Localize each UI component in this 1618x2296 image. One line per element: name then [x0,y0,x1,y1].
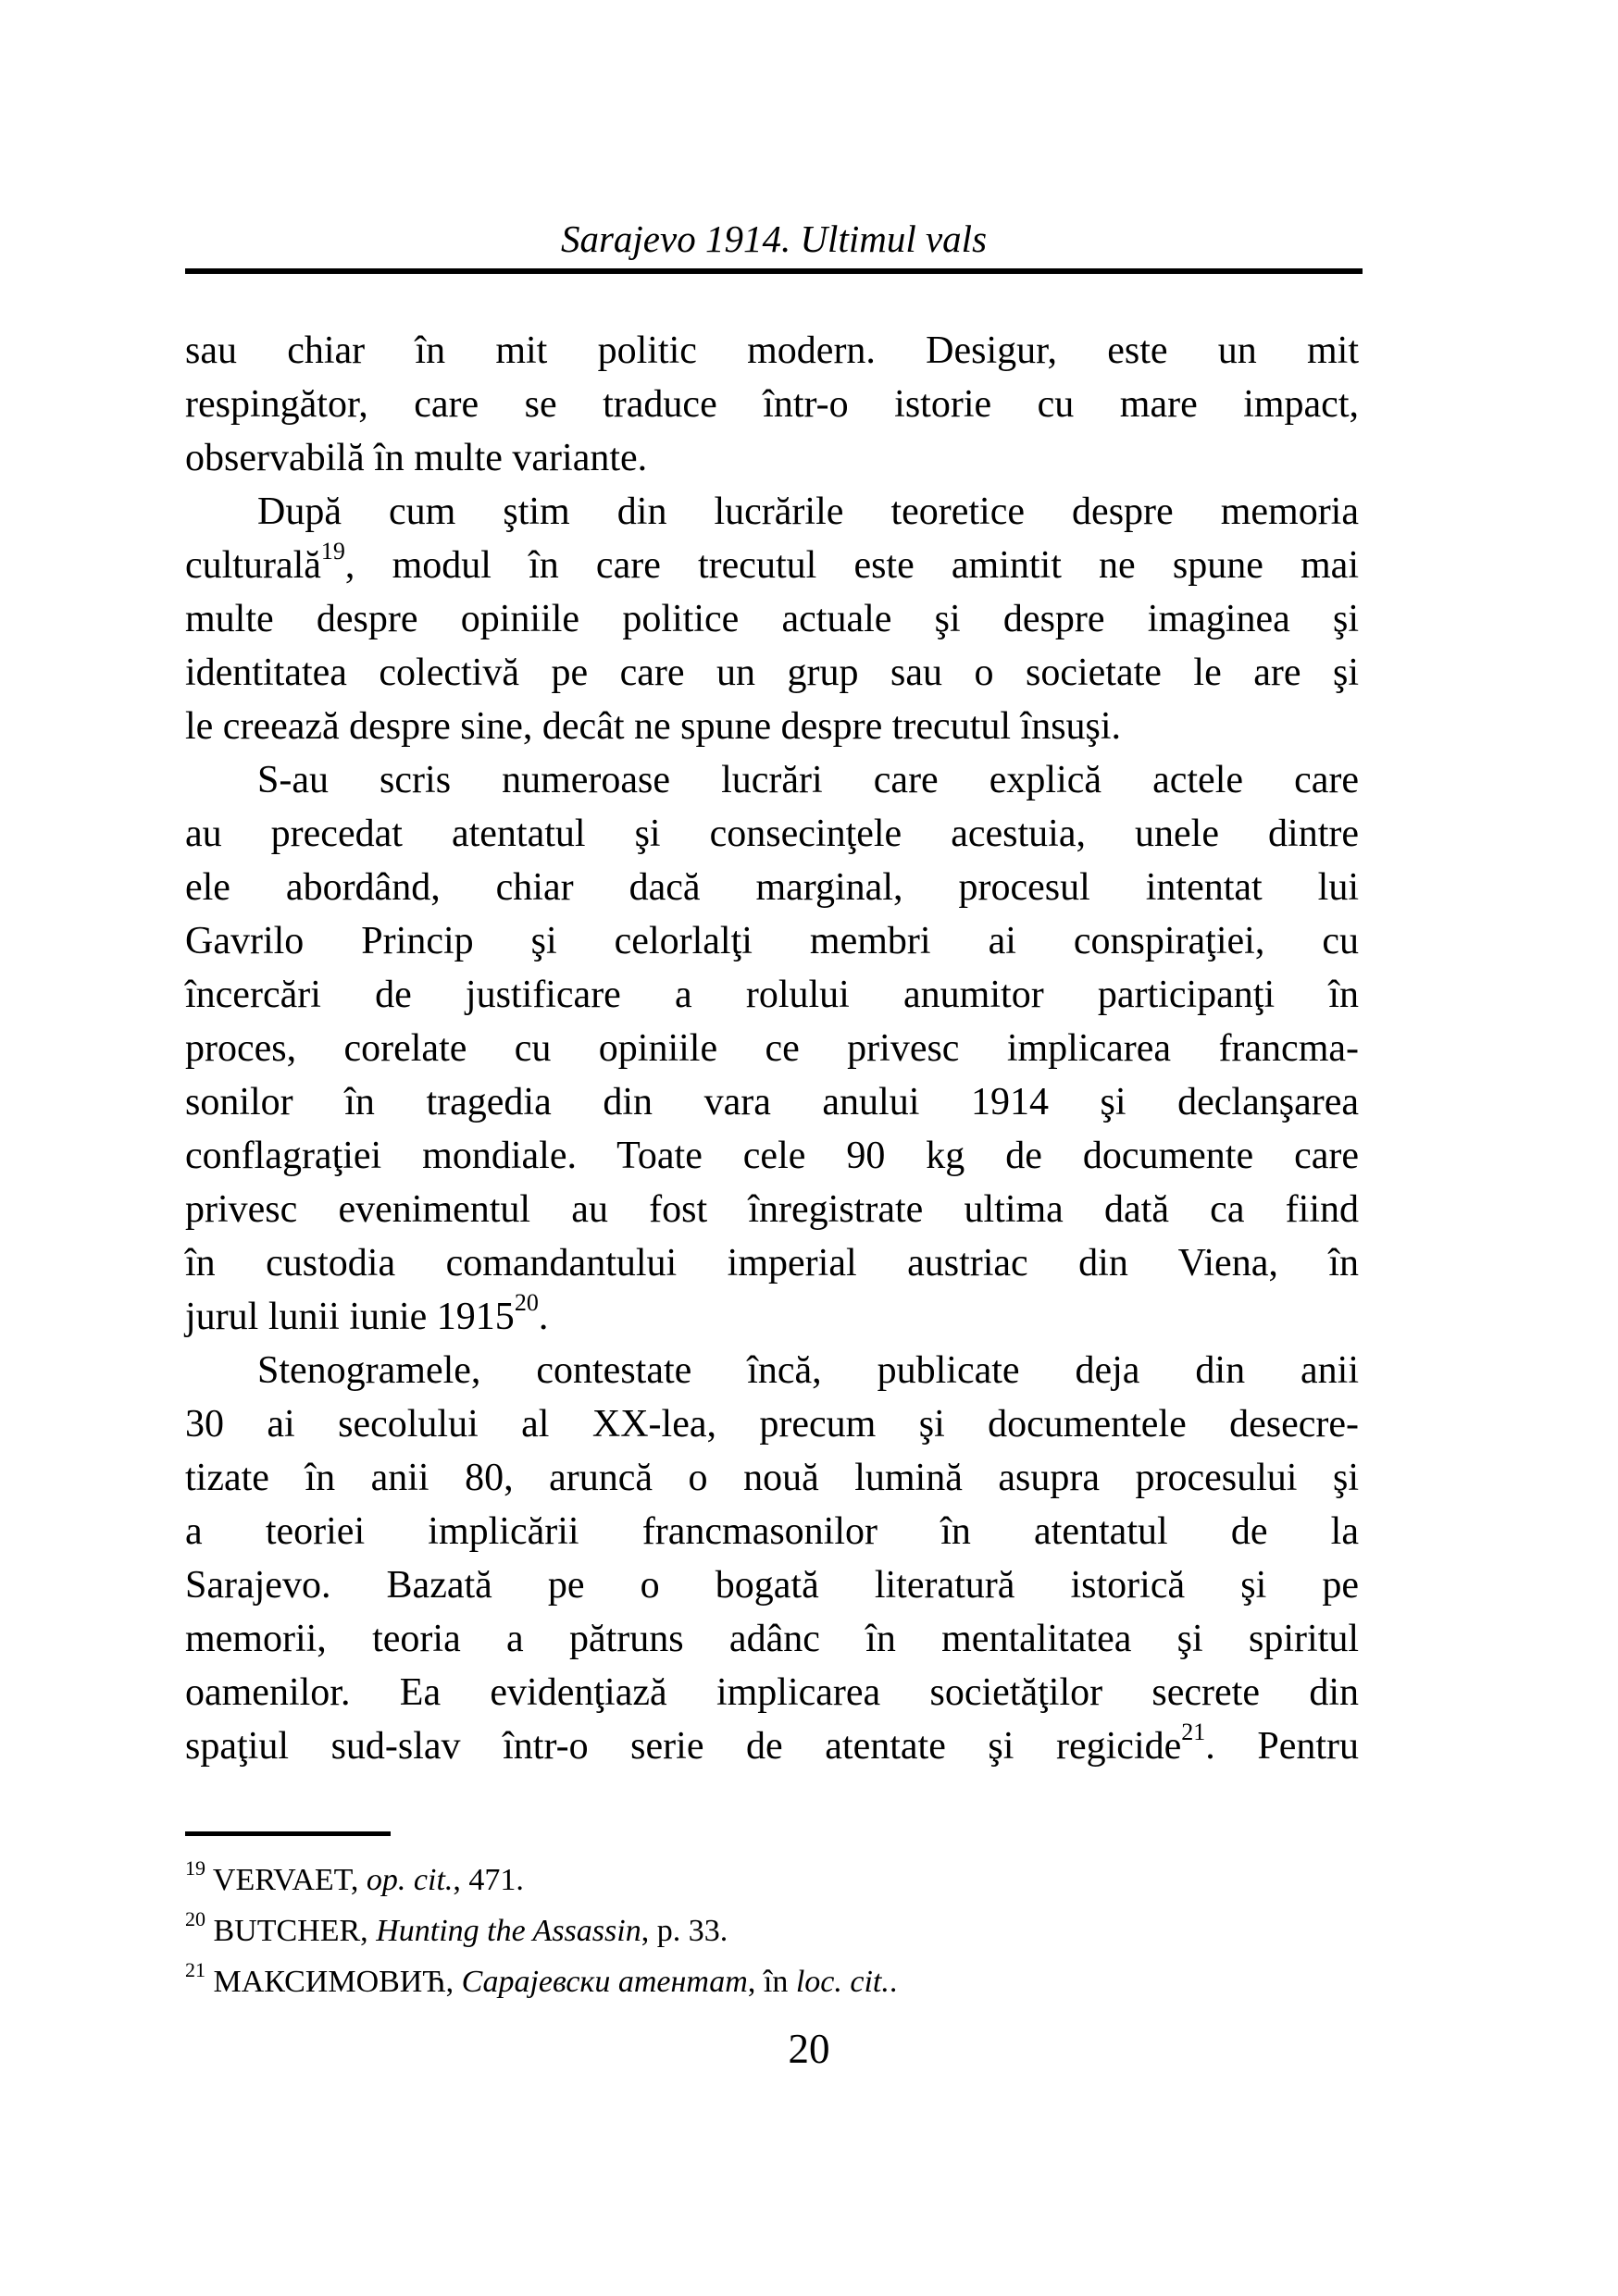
body-line: Stenogramele, contestate încă, publicate deja din anii [257,1349,1359,1392]
footnote-ref-21: 21 [1181,1719,1206,1745]
footnote [185,1855,1359,1905]
footnote-text: BUTCHER, [205,1914,377,1948]
body-line: au precedat atentatul şi consecinţele acestuia, unele dintre [185,813,1359,855]
page-number: 20 [788,2026,830,2072]
body-line: privesc evenimentul au fost înregistrate ultima dată ca fiind [185,1188,1359,1231]
body-text [185,324,1359,1773]
footnote-text: , p. 33. [641,1914,728,1948]
footnote [185,1905,1359,1956]
body-line: După cum ştim din lucrările teoretice despre memoria [257,490,1359,533]
footnote-cited-work: loc. cit. [795,1965,890,1999]
body-line: ele abordând, chiar dacă marginal, procesul intentat lui [185,866,1359,909]
footnote-cited-work: Hunting the Assassin [376,1914,641,1948]
footnote-text: VERVAET, [205,1863,367,1897]
footnote-text: , în [747,1965,796,1999]
header-rule [185,268,1363,274]
body-line: Gavrilo Princip şi celorlalţi membri ai conspiraţiei, cu [185,920,1359,962]
body-line: a teoriei implicării francmasonilor în atentatul de la [185,1510,1359,1553]
footnotes [185,1855,1359,2007]
body-line: tizate în anii 80, aruncă o nouă lumină asupra procesului şi [185,1457,1359,1499]
body-line: sau chiar în mit politic modern. Desigur, este un mit [185,329,1359,372]
footnote-separator [185,1831,391,1836]
body-line: observabilă în multe variante. [185,437,648,479]
body-line: multe despre opiniile politice actuale şi despre imaginea şi [185,598,1359,640]
running-head: Sarajevo 1914. Ultimul vals [560,217,988,260]
body-line: 30 ai secolului al XX-lea, precum şi documentele desecre- [185,1403,1359,1446]
body-line: memorii, teoria a pătruns adânc în mentalitatea şi spiritul [185,1618,1359,1660]
body-line: conflagraţiei mondiale. Toate cele 90 kg de documente care [185,1135,1359,1177]
body-line: le creează despre sine, decât ne spune despre trecutul însuşi. [185,705,1122,748]
footnote-text: МАКСИМОВИЋ, [205,1965,462,1999]
footnote-number: 20 [185,1907,205,1930]
footnote-text: . [889,1965,898,1999]
footnote-number: 19 [185,1856,205,1880]
footnote-cited-work: Сарајевски атентат [461,1965,748,1999]
footnote [185,1956,1359,2007]
body-line: oamenilor. Ea evidenţiază implicarea societăţilor secrete din [185,1671,1359,1714]
body-line-text: spaţiul sud-slav într-o serie de atentate şi regicide [185,1725,1182,1768]
body-line [185,1719,1359,1773]
body-line-text: , modul în care trecutul este amintit ne spune mai [344,544,1359,587]
body-line: Sarajevo. Bazată pe o bogată literatură istorică şi pe [185,1564,1359,1607]
body-line: încercări de justificare a rolului anumitor participanţi în [185,974,1359,1016]
footnote-number: 21 [185,1958,205,1981]
body-line: proces, corelate cu opiniile ce privesc implicarea francma- [185,1027,1359,1070]
body-line-text: . Pentru [1205,1725,1359,1768]
body-line: în custodia comandantului imperial austriac din Viena, în [185,1242,1359,1285]
body-line: S-au scris numeroase lucrări care explică actele care [257,759,1359,801]
footnote-ref-20: 20 [514,1289,539,1316]
body-line-text: culturală [185,544,321,587]
body-line [185,539,1359,592]
body-line: respingător, care se traduce într-o istorie cu mare impact, [185,383,1359,426]
body-line-text: . [538,1296,549,1338]
footnote-cited-work: op. cit. [366,1863,454,1897]
footnote-text: , 471. [453,1863,524,1897]
body-line: sonilor în tragedia din vara anului 1914 şi declanşarea [185,1081,1359,1123]
footnote-ref-19: 19 [320,538,345,565]
body-line-text: jurul lunii iunie 1915 [185,1296,515,1338]
body-line [185,1290,1359,1344]
body-line: identitatea colectivă pe care un grup sau o societate le are şi [185,652,1359,694]
